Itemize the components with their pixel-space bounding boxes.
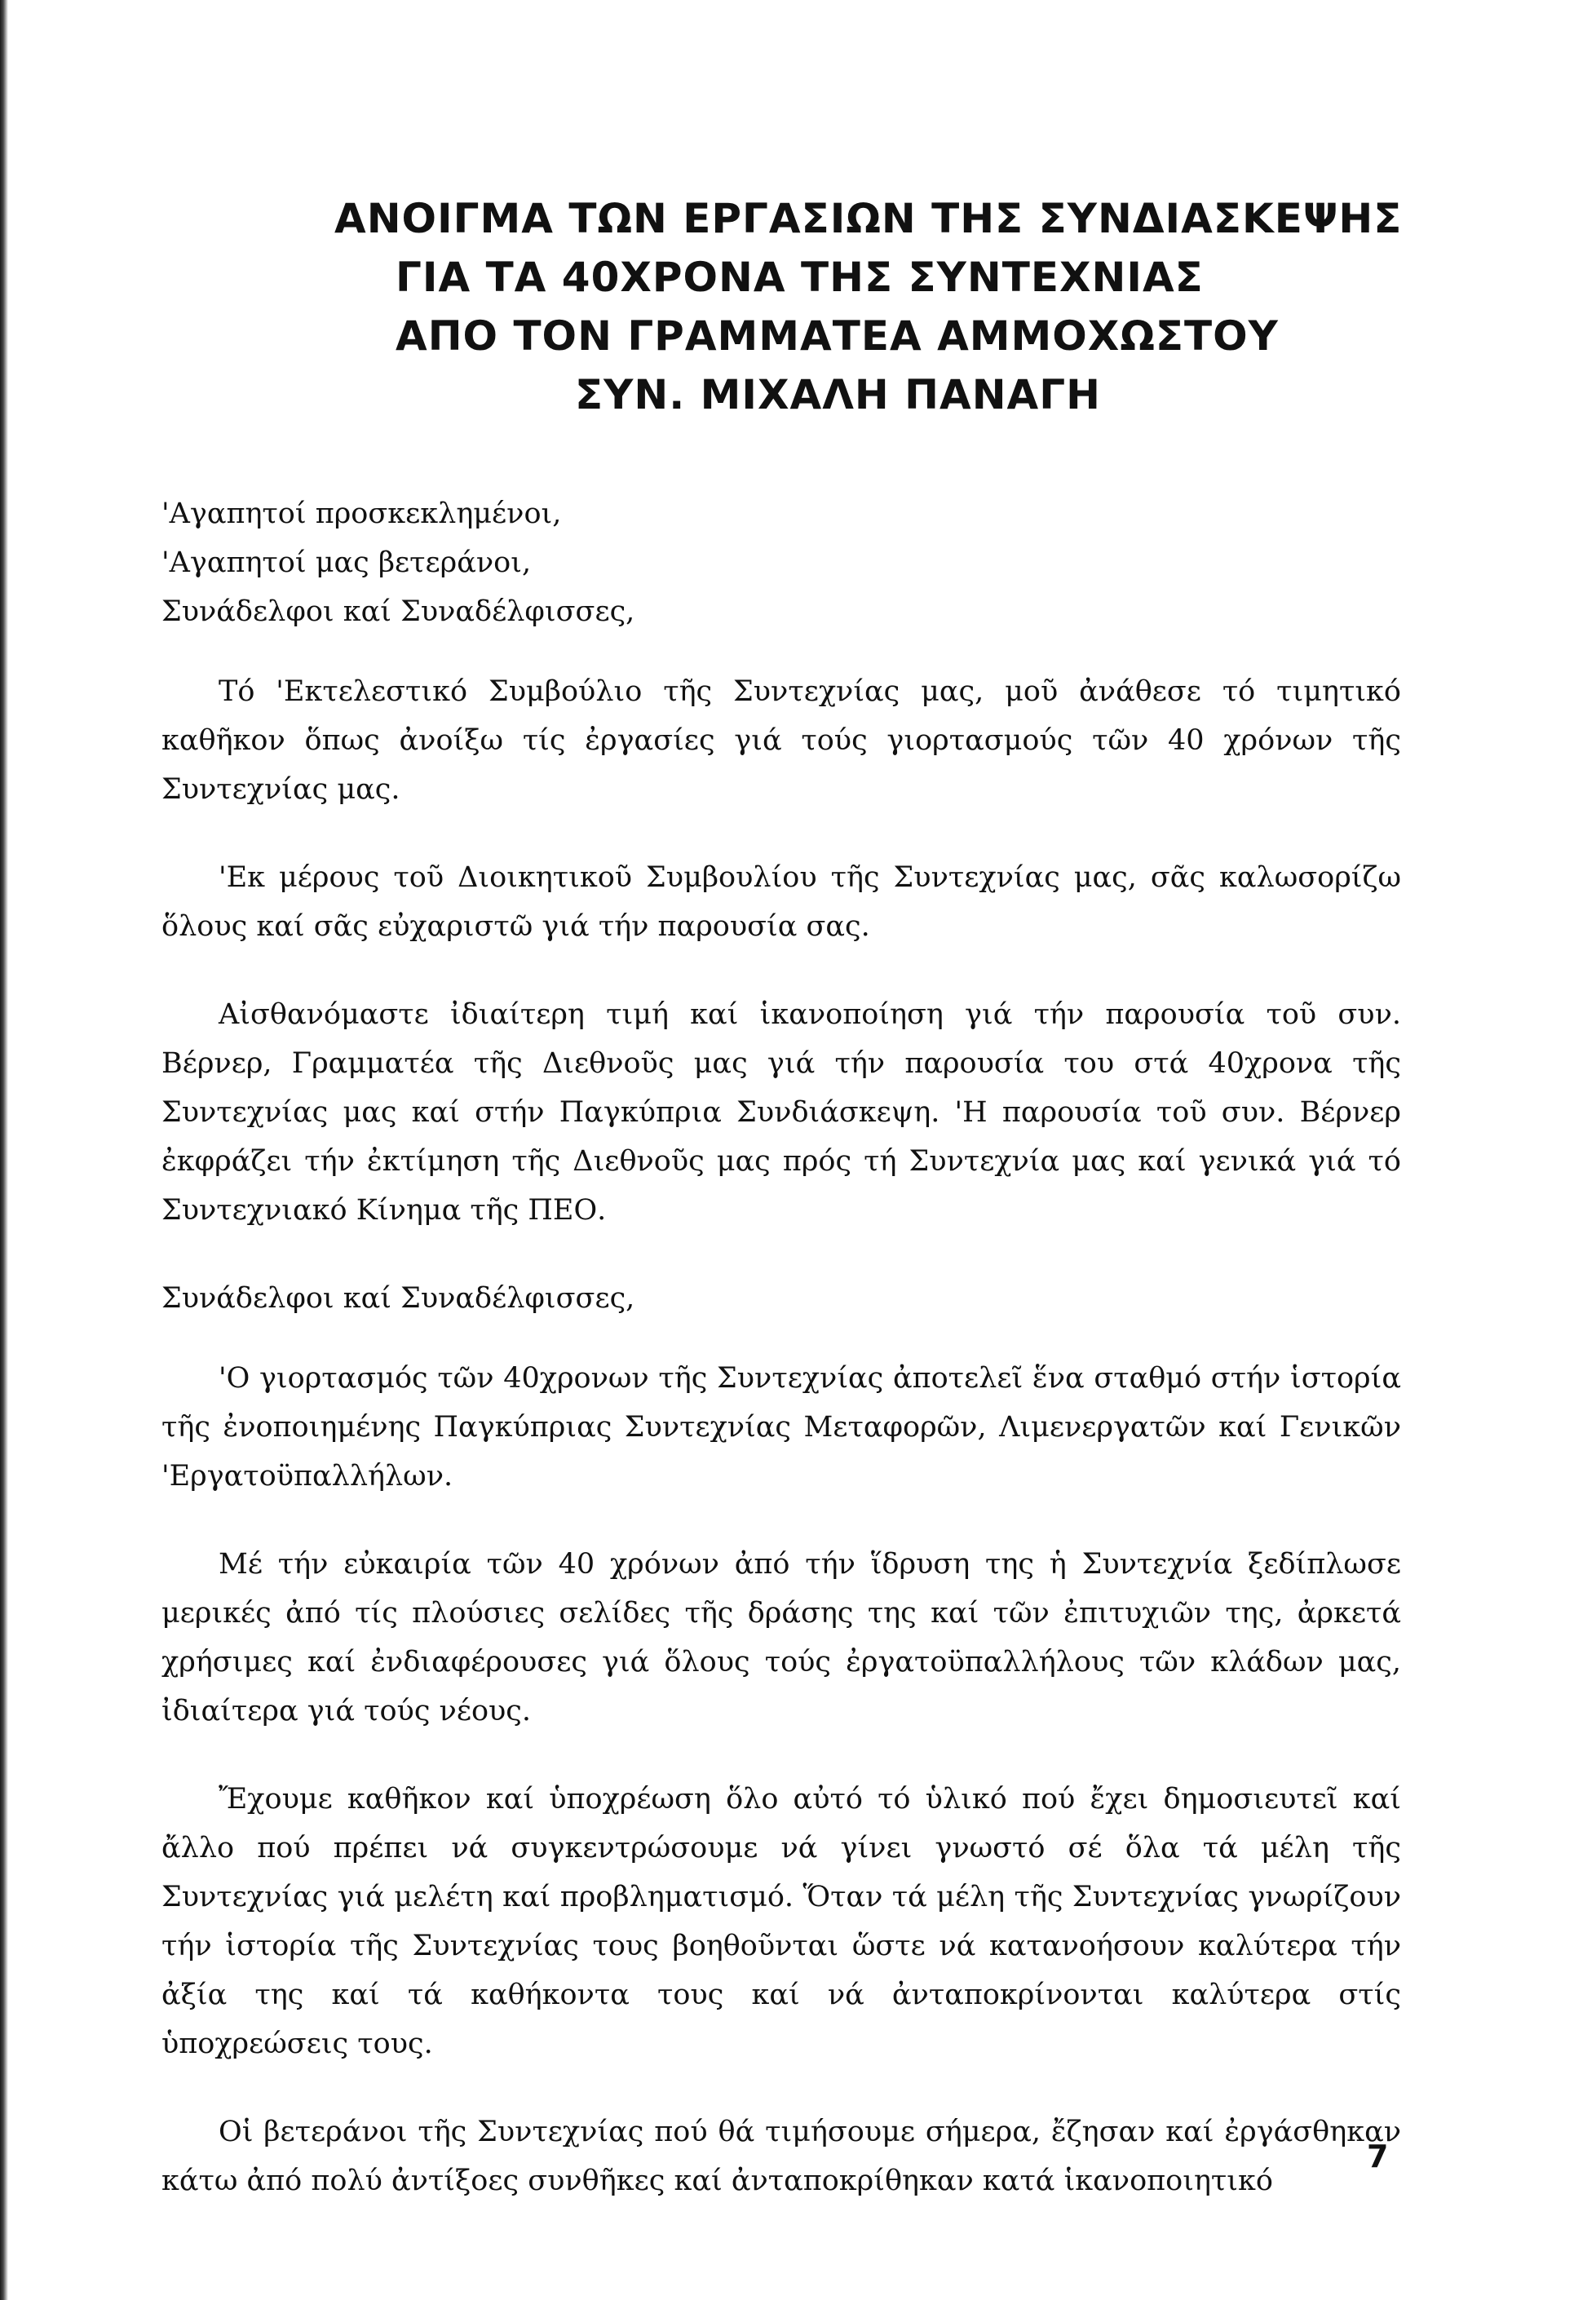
- title-line: ΑΠΟ ΤΟΝ ΓΡΑΜΜΑΤΕΑ ΑΜΜΟΧΩΣΤΟΥ: [396, 312, 1279, 360]
- paragraph: Αἰσθανόμαστε ἰδιαίτερη τιμή καί ἱκανοποίηση γιά τήν παρουσία τοῦ συν. Βέρνερ, Γραμματέα τῆς Διεθνοῦς μας γιά τήν παρουσία του στά 40χρονα τῆς Συντεχνίας μας καί στήν Παγκύπρια Συνδιάσκεψη. 'Η παρουσία τοῦ συν. Βέρνερ ἐκφράζει τήν ἐκτίμηση τῆς Διεθνοῦς μας πρός τή Συντεχνία μας καί γενικά γιά τό Συντεχνιακό Κίνημα τῆς ΠΕΟ.: [161, 998, 1401, 1227]
- article-body: [161, 489, 1401, 2245]
- title-line: ΣΥΝ. ΜΙΧΑΛΗ ΠΑΝΑΓΗ: [575, 371, 1101, 418]
- paragraph: 'Εκ μέρους τοῦ Διοικητικοῦ Συμβουλίου τῆς Συντεχνίας μας, σᾶς καλωσορίζω ὅλους καί σᾶς εὐχαριστῶ γιά τήν παρουσία σας.: [161, 861, 1401, 943]
- paragraph: Τό 'Εκτελεστικό Συμβούλιο τῆς Συντεχνίας μας, μοῦ ἀνάθεσε τό τιμητικό καθῆκον ὅπως ἀνοίξω τίς ἐργασίες γιά τούς γιορτασμούς τῶν 40 χρόνων τῆς Συντεχνίας μας.: [161, 675, 1401, 806]
- paragraph: 'Ο γιορτασμός τῶν 40χρονων τῆς Συντεχνίας ἀποτελεῖ ἕνα σταθμό στήν ἱστορία τῆς ἐνοποιημένης Παγκύπριας Συντεχνίας Μεταφορῶν, Λιμενεργατῶν καί Γενικῶν 'Εργατοϋπαλλήλων.: [161, 1362, 1401, 1493]
- salutation-line: Συνάδελφοι καί Συναδέλφισσες,: [161, 1282, 635, 1315]
- paragraph: Οἱ βετεράνοι τῆς Συντεχνίας πού θά τιμήσουμε σήμερα, ἔζησαν καί ἐργάσθηκαν κάτω ἀπό πολύ ἀντίξοες συνθῆκες καί ἀνταποκρίθηκαν κατά ἱκανοποιητικό: [161, 2116, 1401, 2197]
- paragraph: Μέ τήν εὐκαιρία τῶν 40 χρόνων ἀπό τήν ἵδρυση της ἡ Συντεχνία ξεδίπλωσε μερικές ἀπό τίς πλούσιες σελίδες τῆς δράσης της καί τῶν ἐπιτυχιῶν της, ἀρκετά χρήσιμες καί ἐνδιαφέρουσες γιά ὅλους τούς ἐργατοϋπαλλήλους τῶν κλάδων μας, ἰδιαίτερα γιά τούς νέους.: [161, 1548, 1401, 1727]
- article-title: [269, 189, 1403, 424]
- paragraph: Ἔχουμε καθῆκον καί ὑποχρέωση ὅλο αὐτό τό ὑλικό πού ἔχει δημοσιευτεῖ καί ἄλλο πού πρέπει νά συγκεντρώσουμε νά γίνει γνωστό σέ ὅλα τά μέλη τῆς Συντεχνίας γιά μελέτη καί προβληματισμό. Ὅταν τά μέλη τῆς Συντεχνίας γνωρίζουν τήν ἱστορία τῆς Συντεχνίας τους βοηθοῦνται ὥστε νά κατανοήσουν καλύτερα τήν ἀξία της καί τά καθήκοντα τους καί νά ἀνταποκρίνονται καλύτερα στίς ὑποχρεώσεις τους.: [161, 1783, 1401, 2060]
- salutation-line: 'Αγαπητοί μας βετεράνοι,: [161, 546, 532, 579]
- second-salutation: [161, 1274, 1401, 1323]
- scan-page-edge: [0, 0, 8, 2300]
- salutation-line: 'Αγαπητοί προσκεκλημένοι,: [161, 498, 562, 530]
- title-line: ΑΝΟΙΓΜΑ ΤΩΝ ΕΡΓΑΣΙΩΝ ΤΗΣ ΣΥΝΔΙΑΣΚΕΨΗΣ: [334, 195, 1403, 242]
- salutation-line: Συνάδελφοι καί Συναδέλφισσες,: [161, 595, 635, 628]
- opening-salutation: [161, 489, 1401, 636]
- title-line: ΓΙΑ ΤΑ 40ΧΡΟΝΑ ΤΗΣ ΣΥΝΤΕΧΝΙΑΣ: [396, 254, 1204, 301]
- page-number: 7: [1367, 2139, 1389, 2174]
